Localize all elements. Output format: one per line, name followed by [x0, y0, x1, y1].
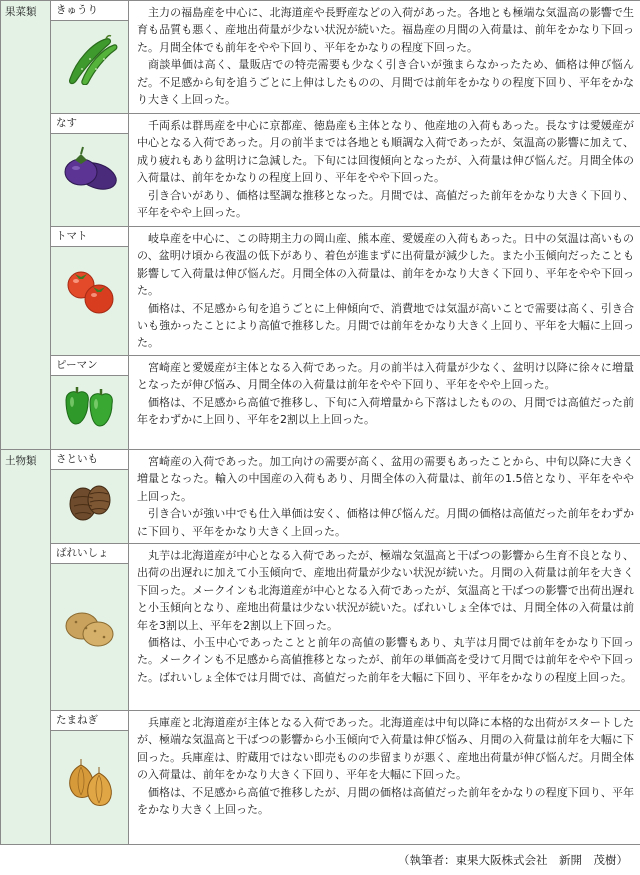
table-row: [1, 114, 640, 227]
item-label: たまねぎ: [51, 711, 128, 731]
category-label: 土物類: [5, 455, 37, 467]
description-paragraph: 引き合いが強い中でも仕入単価は安く、価格は伸び悩んだ。月間の価格は高値だった前年をわずかに下回り、平年をかなり大きく上回った。: [137, 507, 634, 538]
item-cell-cucumber: [51, 1, 129, 114]
table-row: [1, 711, 640, 845]
description-paragraph: 宮崎産の入荷であった。加工向けの需要が高く、盆用の需要もあったことから、中旬以降に大きく増量となった。輸入の中国産の入荷もあり、月間全体の入荷量は、前年の1.5倍となり、平年をやや上回った。: [137, 455, 634, 503]
item-description: [129, 711, 640, 845]
item-label: きゅうり: [51, 1, 128, 21]
item-description: [129, 544, 640, 711]
table-row: [1, 450, 640, 544]
table-row: [1, 544, 640, 711]
item-cell-onion: [51, 711, 129, 845]
item-description: [129, 450, 640, 544]
eggplant-icon: [51, 142, 128, 196]
table-row: [1, 1, 640, 114]
item-cell-tomato: [51, 227, 129, 356]
description-paragraph: 価格は、小玉中心であったことと前年の高値の影響もあり、丸芋は月間では前年をかなり下回った。メークインも不足感から高値推移となったが、前年の単価高を受けて月間では前年をやや下回った。ばれいしょ全体では月間では、高値だった前年を大幅に下回り、平年をかなりの程度上回った。: [137, 636, 634, 684]
description-paragraph: 岐阜産を中心に、この時期主力の岡山産、熊本産、愛媛産の入荷もあった。日中の気温は高いものの、盆明け頃から夜温の低下があり、着色が進まずに出荷量が減少した。また小玉傾向だったことも影響して入荷量は伸び悩んだ。月間全体の入荷量は、前年をかなり大きく下回り、平年をやや下回った。: [137, 232, 634, 298]
item-description: [129, 356, 640, 450]
item-description: [129, 227, 640, 356]
bell-pepper-icon: [51, 384, 128, 428]
description-paragraph: 宮崎産と愛媛産が主体となる入荷であった。月の前半は入荷量が少なく、盆明け以降に徐々に増量となったが伸び悩み、月間全体の入荷量は前年をやや下回り、平年をやや上回った。: [137, 361, 634, 392]
author-byline: （執筆者：東果大阪株式会社 新開 茂樹）: [398, 853, 628, 867]
item-cell-taro: [51, 450, 129, 544]
description-paragraph: 千両系は群馬産を中心に京都産、徳島産も主体となり、他産地の入荷もあった。長なすは愛媛産が中心となる入荷であった。月の前半までは各地とも順調な入荷であったが、気温高の影響に加えて、成り疲れもあり盆明けに急減した。下旬には回復傾向となったが、入荷量は伸び悩んだ。月間全体の入荷量は、前年をかなりの程度上回り、平年をやや下回った。: [137, 119, 634, 185]
item-label: さといも: [51, 450, 128, 470]
table-row: [1, 356, 640, 450]
category-cell-fruit-vegetables: [1, 1, 51, 450]
description-paragraph: 商談単価は高く、量販店での特売需要も少なく引き合いが強まらなかったため、価格は伸び悩んだ。不足感から旬を追うごとに上伸はしたものの、月間では前年をかなりの程度下回り、平年をかなり大きく上回った。: [137, 58, 634, 107]
description-paragraph: 主力の福島産を中心に、北海道産や長野産などの入荷があった。各地とも極端な気温高の影響で生育も品質も悪く、産地出荷量が少ない状況が続いた。福島産の月間の入荷量は、前年をかなり下回った。月間全体でも前年をやや下回り、平年をかなりの程度下回った。: [137, 6, 634, 54]
description-paragraph: 価格は、不足感から高値で推移し、下旬に入荷増量から下落はしたものの、月間では高値だった前年をわずかに上回り、平年を2割以上上回った。: [137, 395, 634, 427]
description-paragraph: 丸芋は北海道産が中心となる入荷であったが、極端な気温高と干ばつの影響から生育不良となり、出荷の出遅れに加えて小玉傾向で、産地出荷量が少ない状況が続いた。月間の入荷量は前年を大きく下回った。メークインも北海道産が中心となる入荷であったが、気温高と干ばつの影響で出荷出遅れと小玉傾向となり、産地出荷量は少ない状況が続いた。ばれいしょ全体では、月間全体の入荷量は前年を3割以上、平年を2割以上下回った。: [137, 549, 634, 632]
item-cell-potato: [51, 544, 129, 711]
item-cell-eggplant: [51, 114, 129, 227]
table-row: [1, 227, 640, 356]
description-paragraph: 引き合いがあり、価格は堅調な推移となった。月間では、高値だった前年をかなり大きく下回り、平年をやや上回った。: [137, 188, 634, 220]
tomato-icon: [51, 265, 128, 317]
item-label: なす: [51, 114, 128, 134]
description-paragraph: 価格は、不足感から高値で推移したが、月間の価格は高値だった前年をかなりの程度下回り、平年をかなり大きく上回った。: [137, 785, 634, 817]
item-label: ピーマン: [51, 356, 128, 376]
potato-icon: [51, 606, 128, 650]
taro-icon: [51, 476, 128, 526]
onion-icon: [51, 753, 128, 809]
item-description: [129, 1, 640, 114]
item-cell-bell-pepper: [51, 356, 129, 450]
category-cell-root-vegetables: [1, 450, 51, 845]
description-paragraph: 兵庫産と北海道産が主体となる入荷であった。北海道産は中旬以降に本格的な出荷がスタートしたが、極端な気温高と干ばつの影響から小玉傾向で入荷量は伸び悩み、月間の入荷量は前年を大幅に下回った。兵庫産は、貯蔵用ではない即売ものの歩留まりが悪く、産地出荷量が伸び悩んだ。月間全体の入荷量は、前年をかなり大きく下回り、平年を大幅に下回った。: [137, 716, 634, 782]
item-label: ばれいしょ: [51, 544, 128, 564]
cucumber-icon: [51, 33, 128, 85]
description-paragraph: 価格は、不足感から旬を追うごとに上伸傾向で、消費地では気温が高いことで需要は高く、引き合いも強かったことにより高値で推移した。月間では前年をかなり大きく上回り、平年を大幅に上回った。: [137, 301, 634, 350]
item-label: トマト: [51, 227, 128, 247]
item-description: [129, 114, 640, 227]
category-label: 果菜類: [5, 6, 37, 18]
